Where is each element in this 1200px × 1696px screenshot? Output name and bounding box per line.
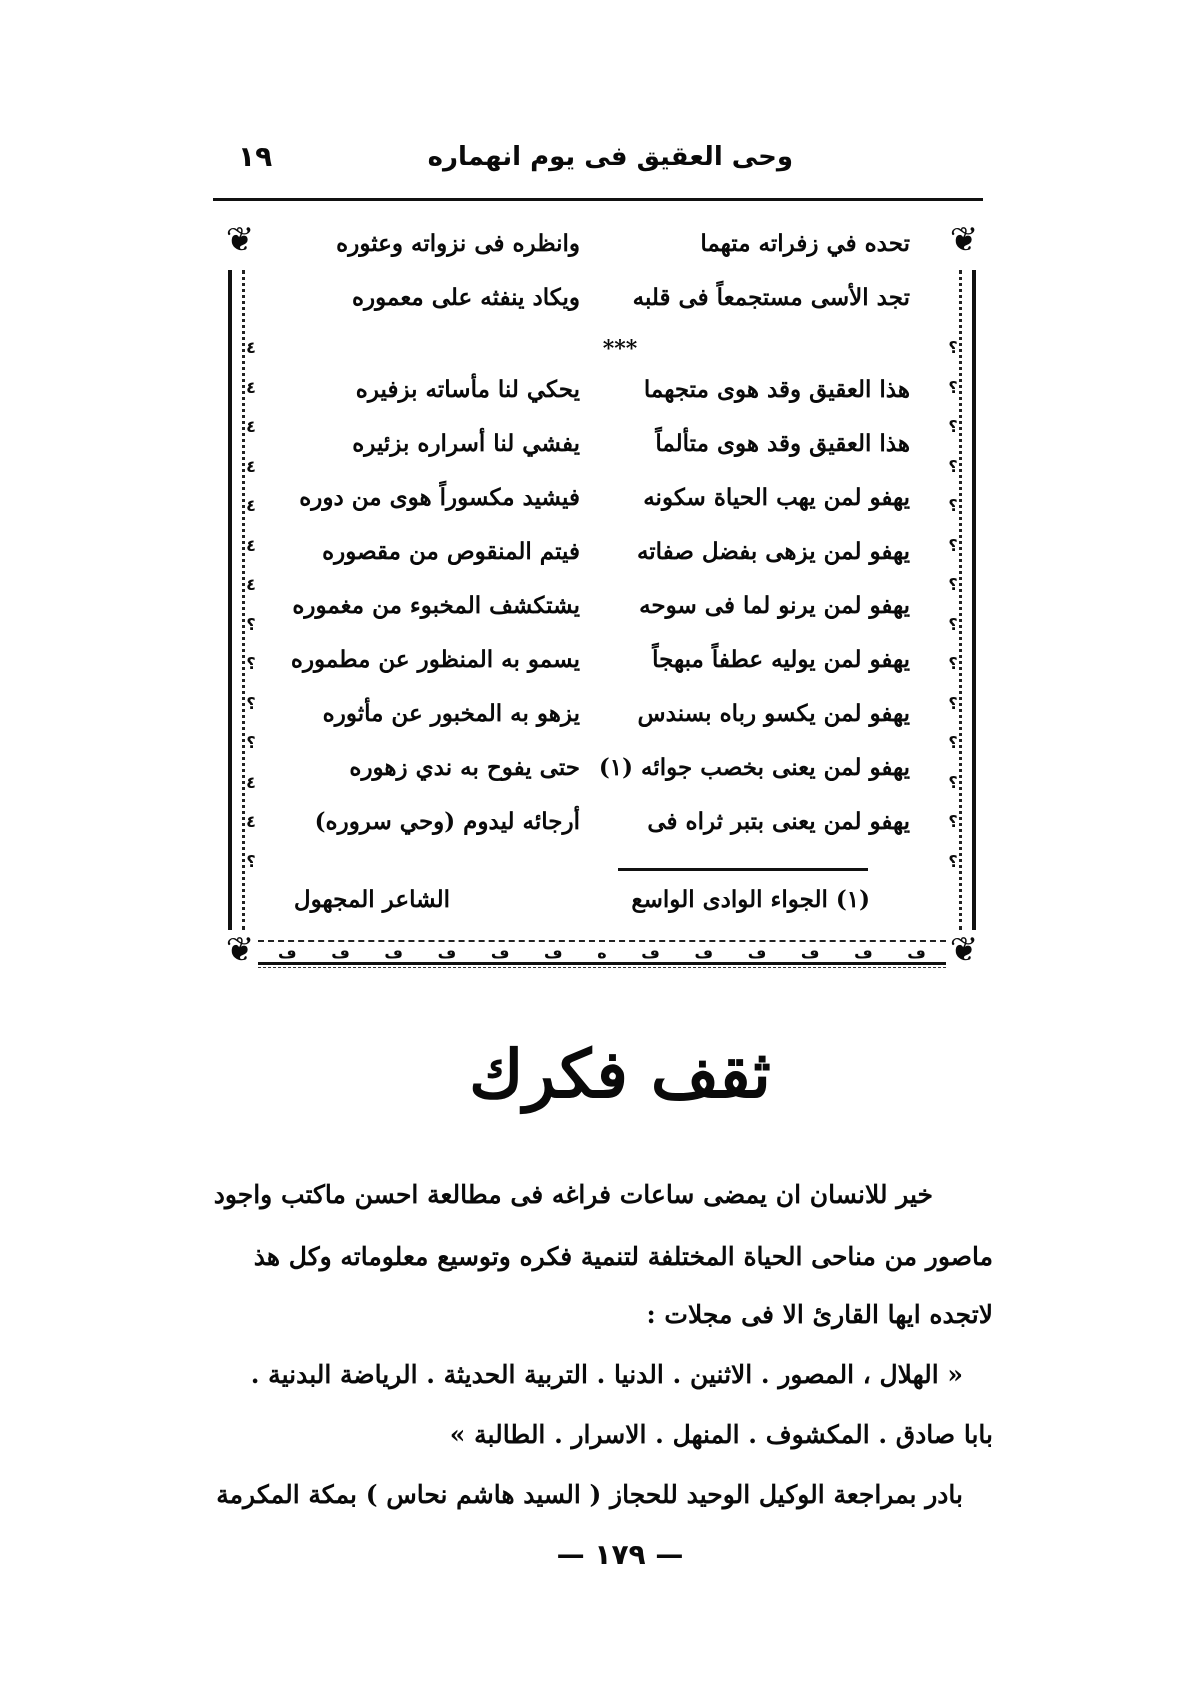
article-line: لاتجده ايها القارئ الا فى مجلات : <box>646 1300 993 1329</box>
border-motif-icon: ه <box>597 943 607 962</box>
verse-second-hemistich: ويكاد ينفثه على معموره <box>352 284 580 311</box>
border-glyph: ؟ <box>246 851 256 871</box>
corner-ornament-icon: ❦ <box>949 220 979 260</box>
verse-second-hemistich: يسمو به المنظور عن مطموره <box>290 646 580 673</box>
poem-verse <box>290 222 910 276</box>
poem-verse <box>290 276 910 330</box>
section-break: *** <box>602 336 638 362</box>
poem-verse <box>290 800 910 854</box>
bottom-border-motifs <box>278 944 926 962</box>
border-solid-line <box>258 962 946 965</box>
border-glyph: ؟ <box>948 496 958 516</box>
article-line: خير للانسان ان يمضى ساعات فراغه فى مطالعة احسن ماكتب واجود <box>213 1180 933 1209</box>
border-glyph: ٤ <box>246 772 256 792</box>
border-motif-icon: ڡ <box>854 943 873 962</box>
border-glyph: ؟ <box>246 693 256 713</box>
article-line: بابا صادق . المكشوف . المنهل . الاسرار . الطالبة » <box>449 1420 993 1449</box>
footnote: (١) الجواء الوادى الواسع <box>631 886 870 913</box>
border-motif-icon: ڡ <box>437 943 457 962</box>
verse-second-hemistich: يحكي لنا مأساته بزفيره <box>355 376 580 403</box>
border-motif-icon: ڡ <box>907 943 926 962</box>
border-motif-icon: ڡ <box>800 943 820 962</box>
border-glyph: ؟ <box>948 654 958 674</box>
border-motif-icon: ڡ <box>747 943 767 962</box>
frame-right-border <box>944 270 976 930</box>
verse-first-hemistich: تجد الأسى مستجمعاً فى قلبه <box>632 284 910 311</box>
border-motif-icon: ڡ <box>384 943 403 962</box>
left-border-glyphs <box>244 340 258 870</box>
article-line: ماصور من مناحى الحياة المختلفة لتنمية فكره وتوسيع معلوماته وكل هذ <box>253 1242 993 1271</box>
article-line: « الهلال ، المصور . الاثنين . الدنيا . التربية الحديثة . الرياضة البدنية . <box>250 1360 963 1389</box>
verse-first-hemistich: هذا العقيق وقد هوى متألماً <box>655 430 910 457</box>
verse-first-hemistich: تحده في زفراته متهما <box>700 230 910 257</box>
border-glyph: ؟ <box>246 654 256 674</box>
border-glyph: ٤ <box>246 417 256 437</box>
border-glyph: ؟ <box>948 535 958 555</box>
border-glyph: ؟ <box>948 417 958 437</box>
poem-verse <box>290 368 910 422</box>
border-motif-icon: ڡ <box>490 943 510 962</box>
verse-first-hemistich: يهفو لمن يهب الحياة سكونه <box>643 484 910 511</box>
border-glyph: ؟ <box>948 772 958 792</box>
poem-verse <box>290 638 910 692</box>
border-glyph: ٤ <box>246 575 256 595</box>
running-header-page-number: ١٩ <box>238 140 273 173</box>
border-motif-icon: ڡ <box>694 943 714 962</box>
border-glyph: ؟ <box>948 377 958 397</box>
border-glyph: ٤ <box>246 535 256 555</box>
verse-second-hemistich: يزهو به المخبور عن مأثوره <box>322 700 580 727</box>
border-glyph: ؟ <box>948 456 958 476</box>
border-glyph: ؟ <box>948 693 958 713</box>
poet-signature: الشاعر المجهول <box>293 886 450 913</box>
verse-first-hemistich: يهفو لمن يوليه عطفاً مبهجاً <box>652 646 910 673</box>
corner-ornament-icon: ❦ <box>949 930 979 970</box>
border-glyph: ؟ <box>948 733 958 753</box>
poem-verse <box>290 692 910 746</box>
border-dashed-line <box>258 940 946 942</box>
poem-verse <box>290 584 910 638</box>
verse-first-hemistich: يهفو لمن يرنو لما فى سوحه <box>639 592 910 619</box>
verse-second-hemistich: حتى يفوح به ندي زهوره <box>349 754 580 781</box>
frame-bottom-border <box>258 934 946 970</box>
border-motif-icon: ڡ <box>278 943 297 962</box>
footnote-rule <box>618 868 868 871</box>
border-glyph: ؟ <box>948 338 958 357</box>
border-glyph: ٤ <box>246 338 256 357</box>
border-glyph: ؟ <box>948 614 958 634</box>
border-motif-icon: ڡ <box>331 943 350 962</box>
border-motif-icon: ڡ <box>544 943 563 962</box>
border-glyph: ؟ <box>948 812 958 832</box>
border-glyph: ٤ <box>246 496 256 516</box>
verse-second-hemistich: أرجائه ليدوم (وحي سروره) <box>314 808 580 835</box>
border-glyph: ؟ <box>246 733 256 753</box>
page-number: — ١٧٩ — <box>556 1538 684 1571</box>
poem-verse <box>290 530 910 584</box>
border-glyph: ؟ <box>948 575 958 595</box>
corner-ornament-icon: ❦ <box>225 220 255 260</box>
verse-second-hemistich: فيشيد مكسوراً هوى من دوره <box>299 484 580 511</box>
article-title: ثقف فكرك <box>469 1035 771 1113</box>
right-border-glyphs <box>946 340 960 870</box>
border-motif-icon: ڡ <box>641 943 660 962</box>
verse-second-hemistich: فيتم المنقوص من مقصوره <box>322 538 580 565</box>
header-rule <box>213 198 983 201</box>
verse-first-hemistich: يهفو لمن يعنى بخصب جوائه (١) <box>598 754 910 781</box>
border-glyph: ؟ <box>948 851 958 871</box>
verse-second-hemistich: يشتكشف المخبوء من مغموره <box>292 592 580 619</box>
poem-verse <box>290 422 910 476</box>
verse-second-hemistich: يفشي لنا أسراره بزئيره <box>352 430 580 457</box>
verse-first-hemistich: يهفو لمن يزهى بفضل صفاته <box>636 538 910 565</box>
article-line: بادر بمراجعة الوكيل الوحيد للحجاز ( السيد هاشم نحاس ) بمكة المكرمة <box>216 1480 963 1509</box>
running-header <box>213 140 983 180</box>
verse-first-hemistich: يهفو لمن يكسو رباه بسندس <box>637 700 910 727</box>
poem <box>290 222 910 854</box>
poem-verse <box>290 476 910 530</box>
corner-ornament-icon: ❦ <box>225 930 255 970</box>
border-glyph: ٤ <box>246 812 256 832</box>
running-header-title: وحى العقيق فى يوم انهماره <box>427 142 793 172</box>
poem-verse <box>290 746 910 800</box>
frame-left-border <box>228 270 260 930</box>
verse-second-hemistich: وانظره فى نزواته وعثوره <box>336 230 580 257</box>
border-dashed-line <box>258 967 946 968</box>
border-glyph: ٤ <box>246 377 256 397</box>
verse-first-hemistich: هذا العقيق وقد هوى متجهما <box>643 376 910 403</box>
verse-first-hemistich: يهفو لمن يعنى بتبر ثراه فى <box>647 808 910 835</box>
border-glyph: ٤ <box>246 456 256 476</box>
border-glyph: ؟ <box>246 614 256 634</box>
